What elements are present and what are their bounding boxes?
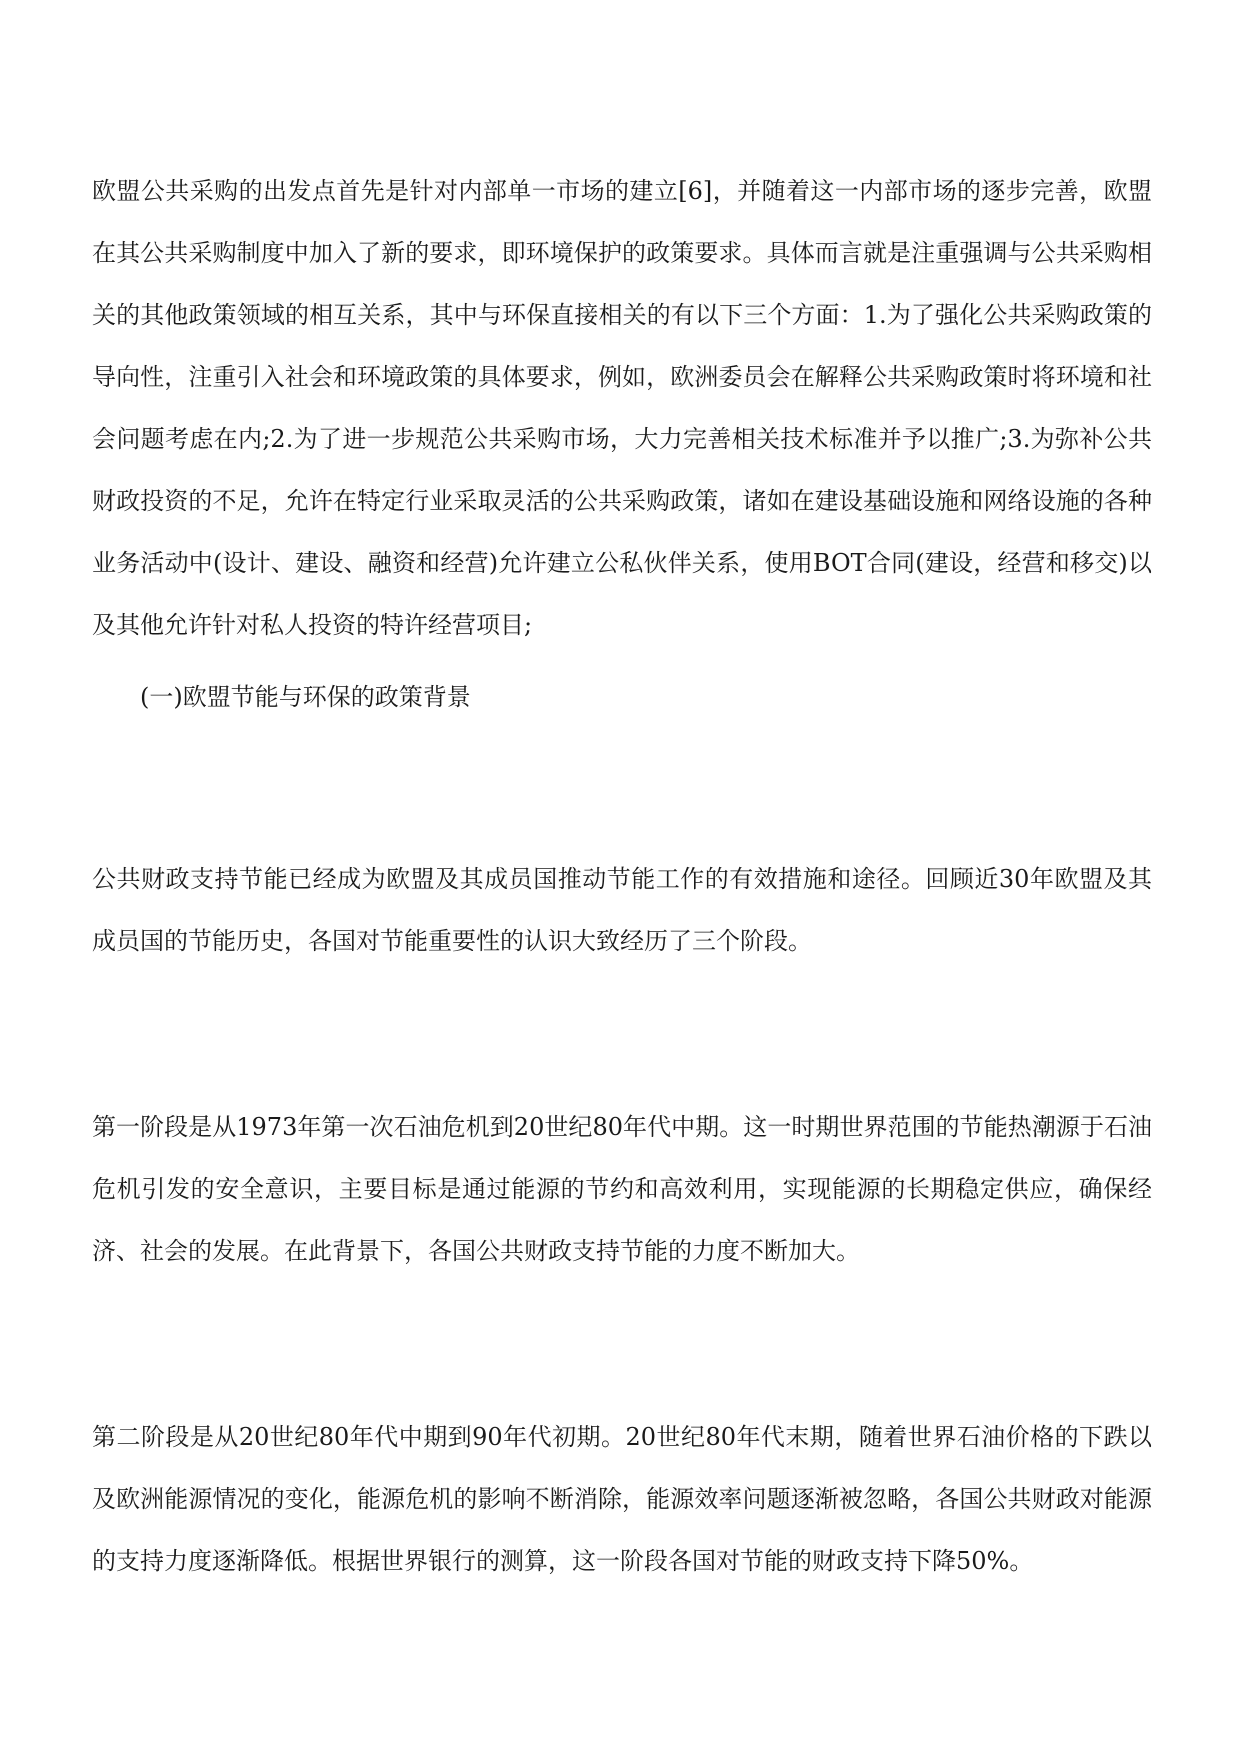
paragraph-eu-procurement: 欧盟公共采购的出发点首先是针对内部单一市场的建立[6]，并随着这一内部市场的逐步完善，欧盟在其公共采购制度中加入了新的要求，即环境保护的政策要求。具体而言就是注重强调与公共采购相关的其他政策领域的相互关系，其中与环保直接相关的有以下三个方面：1.为了强化公共采购政策的导向性，注重引入社会和环境政策的具体要求，例如，欧洲委员会在解释公共采购政策时将环境和社会问题考虑在内;2.为了进一步规范公共采购市场，大力完善相关技术标准并予以推广;3.为弥补公共财政投资的不足，允许在特定行业采取灵活的公共采购政策，诸如在建设基础设施和网络设施的各种业务活动中(设计、建设、融资和经营)允许建立公私伙伴关系，使用BOT合同(建设，经营和移交)以及其他允许针对私人投资的特许经营项目; — [92, 177, 1152, 639]
document-body — [92, 160, 1152, 1592]
paragraph-stage-one: 第一阶段是从1973年第一次石油危机到20世纪80年代中期。这一时期世界范围的节能热潮源于石油危机引发的安全意识，主要目标是通过能源的节约和高效利用，实现能源的长期稳定供应，确保经济、社会的发展。在此背景下，各国公共财政支持节能的力度不断加大。 — [92, 1113, 1152, 1265]
paragraph-stage-two: 第二阶段是从20世纪80年代中期到90年代初期。20世纪80年代末期，随着世界石油价格的下跌以及欧洲能源情况的变化，能源危机的影响不断消除，能源效率问题逐渐被忽略，各国公共财政对能源的支持力度逐渐降低。根据世界银行的测算，这一阶段各国对节能的财政支持下降50%。 — [92, 1423, 1152, 1575]
paragraph-fiscal-support: 公共财政支持节能已经成为欧盟及其成员国推动节能工作的有效措施和途径。回顾近30年欧盟及其成员国的节能历史，各国对节能重要性的认识大致经历了三个阶段。 — [92, 865, 1152, 955]
section-heading: (一)欧盟节能与环保的政策背景 — [140, 683, 471, 711]
